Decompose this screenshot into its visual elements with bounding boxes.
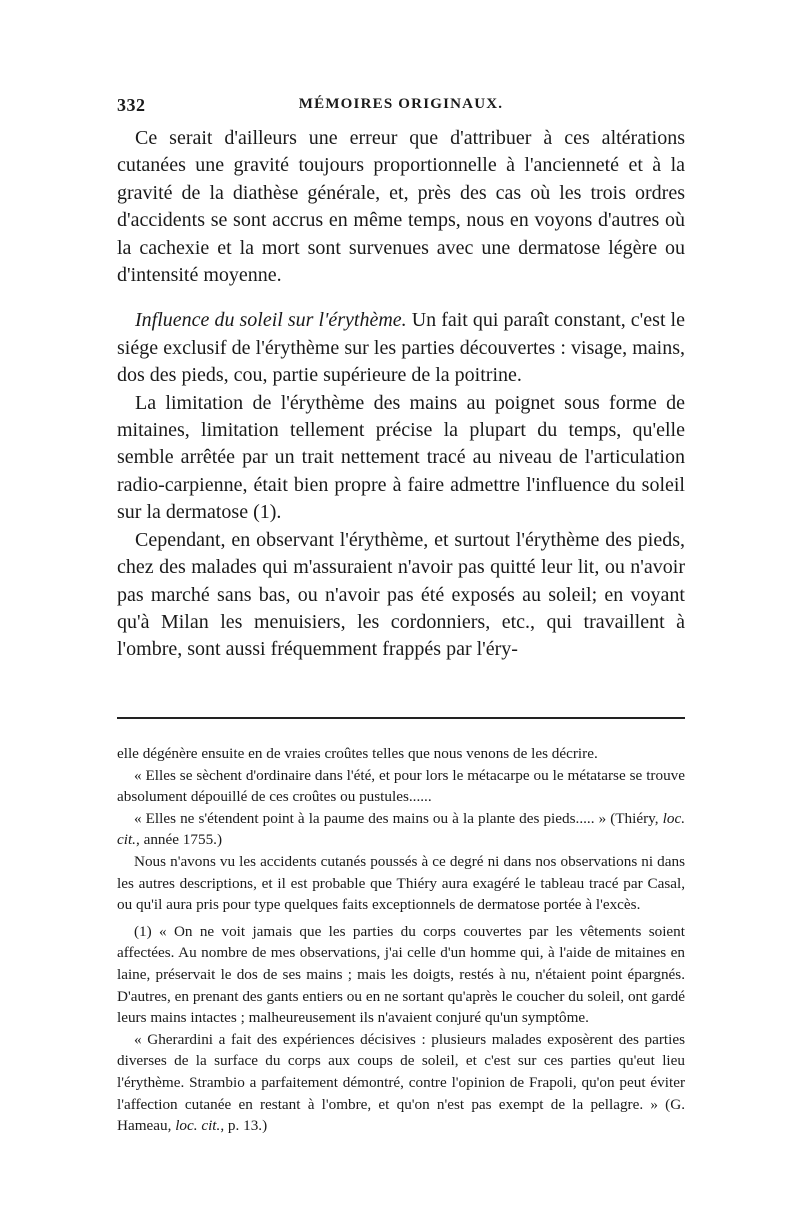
footnote-paragraph: Nous n'avons vu les accidents cutanés poussés à ce degré ni dans nos observations ni dans les autres descriptions, et il est probable que Thiéry aura exagéré le tableau tracé par Casal, ou qu'il aura pris pour type quelques faits exceptionnels de dermatose portée à l'excès.	[117, 852, 685, 914]
page-header	[117, 95, 685, 117]
footnote-text: , p. 13.)	[220, 1117, 268, 1135]
running-title: MÉMOIRES ORIGINAUX.	[298, 96, 504, 112]
footnotes	[117, 743, 685, 1137]
paragraph-3: La limitation de l'érythème des mains au poignet sous forme de mitaines, limitation tellement précise la plupart du temps, qu'elle semble arrêtée par un trait nettement tracé au niveau de l'articulation radio-carpienne, était bien propre à faire admettre l'influence du soleil sur la dermatose (1).	[117, 391, 685, 524]
footnote-text: « Gherardini a fait des expériences décisives : plusieurs malades exposèrent des parties diverses de la surface du corps aux coups de soleil, et c'est sur ces parties qu'eut lieu l'érythème. Strambio a parfaitement démontré, contre l'opinion de Frapoli, qu'on peut éviter l'affection cutanée en restant à l'ombre, et qu'on n'est pas exempt de la pellagre. » (G. Hameau,	[117, 1030, 685, 1135]
main-text	[117, 125, 685, 664]
footnote-continuation: elle dégénère ensuite en de vraies croûtes telles que nous venons de les décrire.	[117, 745, 598, 762]
citation-loc-cit: loc. cit.	[175, 1117, 221, 1135]
paragraph-1: Ce serait d'ailleurs une erreur que d'attribuer à ces altérations cutanées une gravité toujours proportionnelle à l'ancienneté et à la gravité de la diathèse générale, et, près des cas où les trois ordres d'accidents se sont accrus en même temps, nous en voyons d'autres où la cachexie et la mort sont survenues avec une dermatose légère ou d'intensité moyenne.	[117, 127, 685, 287]
footnote-text: , année 1755.)	[135, 831, 223, 849]
paragraph-4: Cependant, en observant l'érythème, et surtout l'érythème des pieds, chez des malades qui m'assuraient n'avoir pas quitté leur lit, ou n'avoir pas marché sans bas, ou n'avoir pas été exposés au soleil; en voyant qu'à Milan les menuisiers, les cordonniers, etc., qui travaillent à l'ombre, sont aussi fréquemment frappés par l'éry-	[117, 528, 685, 661]
paragraph-2	[117, 307, 685, 389]
footnote-divider	[117, 717, 685, 719]
footnote-paragraph	[117, 808, 685, 851]
page-number: 332	[117, 95, 146, 115]
footnote-paragraph	[117, 1029, 685, 1137]
footnote-text: « Elles ne s'étendent point à la paume des mains ou à la plante des pieds..... » (Thiéry,	[134, 809, 663, 827]
section-title: Influence du soleil sur l'érythème.	[135, 309, 407, 332]
footnote-paragraph: « Elles se sèchent d'ordinaire dans l'été, et pour lors le métacarpe ou le métatarse se trouve absolument dépouillé de ces croûtes ou pustules......	[117, 766, 685, 806]
paragraph-2-body: Un fait qui paraît constant, c'est le siége exclusif de l'érythème sur les parties découvertes : visage, mains, dos des pieds, cou, partie supérieure de la poitrine.	[117, 309, 685, 387]
footnote-1: (1) « On ne voit jamais que les parties du corps couvertes par les vêtements soient affectées. Au nombre de mes observations, j'ai celle d'un homme qui, à l'aide de mitaines en laine, préservait le dos de ses mains ; mais les doigts, restés à nu, n'étaient point épargnés. D'autres, en prenant des gants entiers ou en ne sortant qu'après le coucher du soleil, ont gardé leurs mains intactes ; malheureusement ils n'avaient conjuré qu'un symptôme.	[117, 922, 685, 1027]
citation-loc-cit: loc. cit.	[117, 809, 685, 849]
